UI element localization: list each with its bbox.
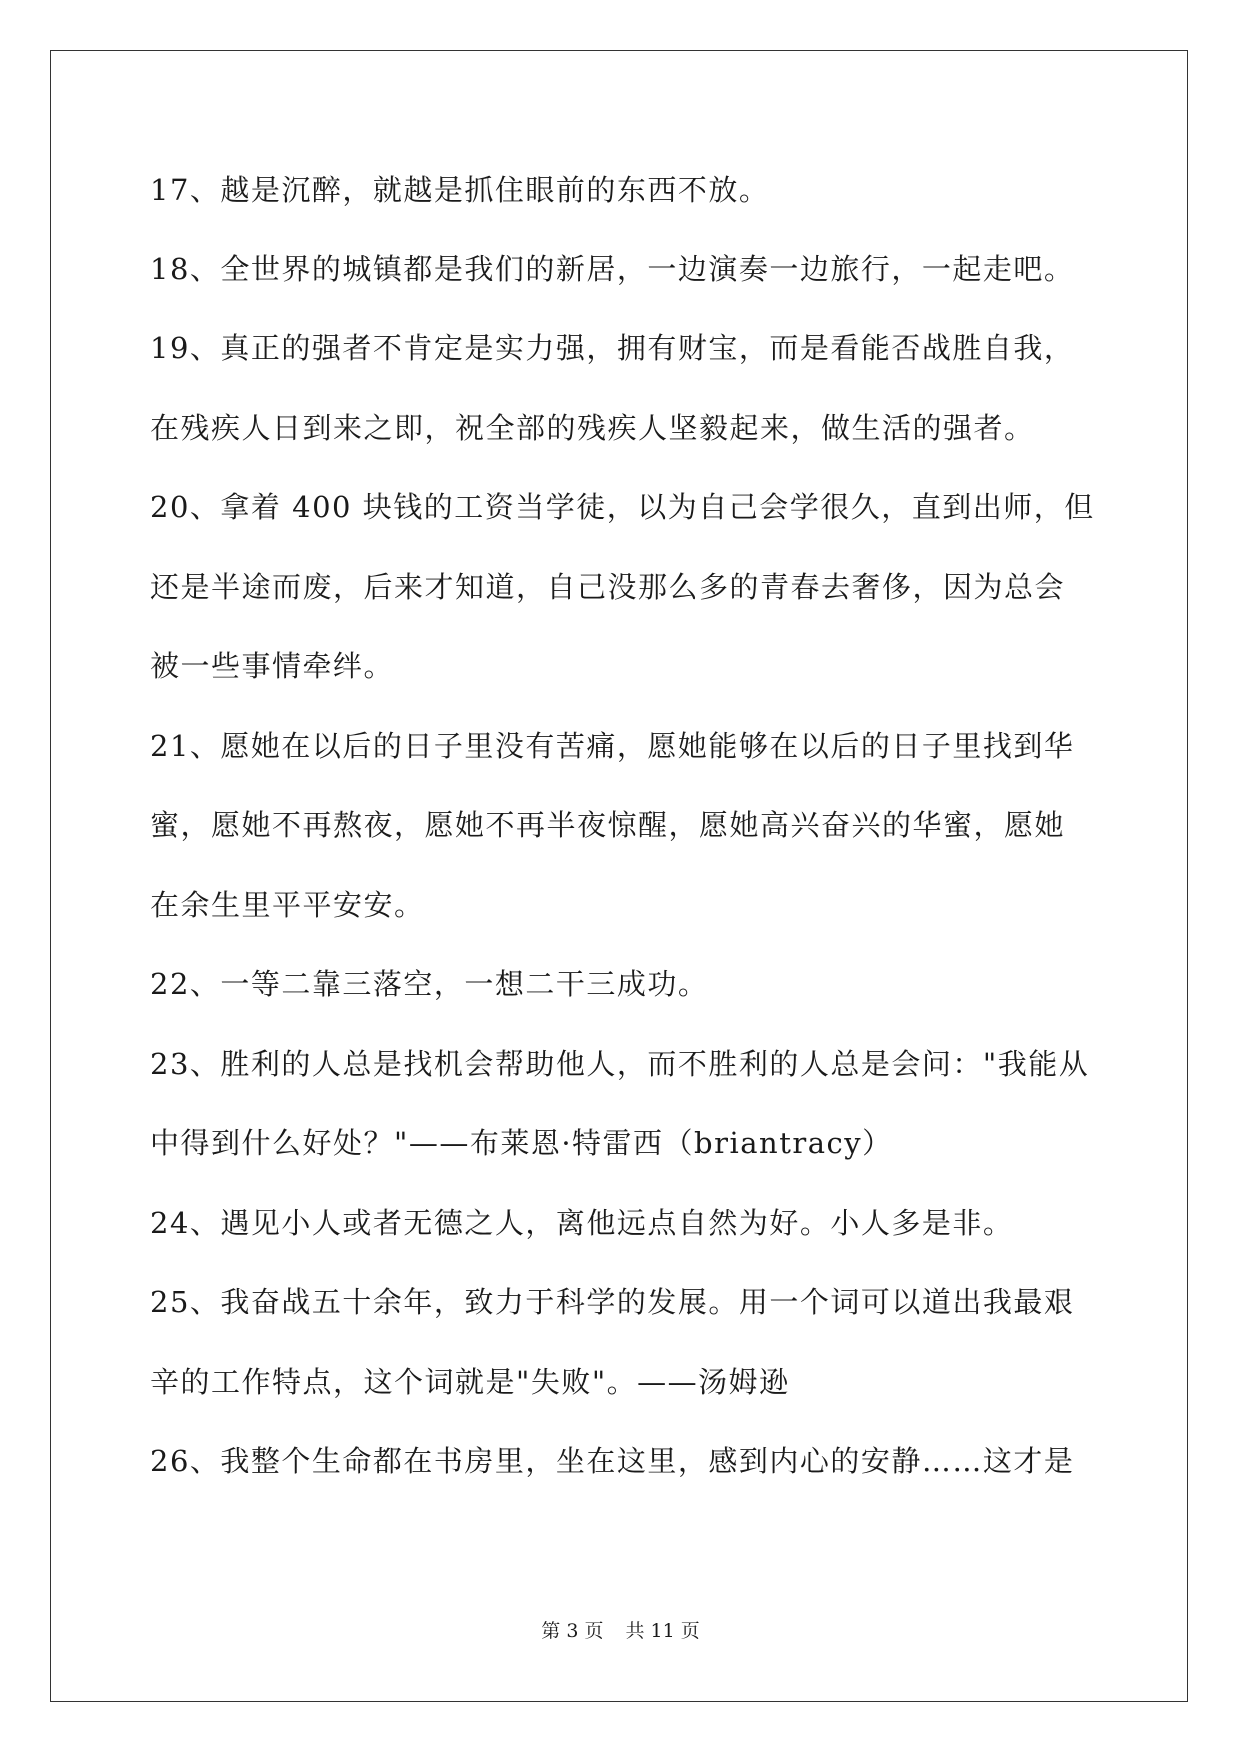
text-line: 18、全世界的城镇都是我们的新居，一边演奏一边旅行，一起走吧。 bbox=[150, 252, 1075, 286]
text-line: 蜜，愿她不再熬夜，愿她不再半夜惊醒，愿她高兴奋兴的华蜜，愿她 bbox=[150, 808, 1066, 842]
page-footer bbox=[0, 1619, 1241, 1643]
text-line: 20、拿着 400 块钱的工资当学徒，以为自己会学很久，直到出师，但 bbox=[150, 490, 1095, 524]
text-line: 26、我整个生命都在书房里，坐在这里，感到内心的安静……这才是 bbox=[150, 1444, 1075, 1478]
text-line: 21、愿她在以后的日子里没有苦痛，愿她能够在以后的日子里找到华 bbox=[150, 729, 1075, 763]
text-line: 中得到什么好处？"——布莱恩·特雷西（briantracy） bbox=[150, 1126, 893, 1160]
text-line: 在余生里平平安安。 bbox=[150, 888, 425, 922]
text-line: 22、一等二靠三落空，一想二干三成功。 bbox=[150, 967, 709, 1001]
text-line: 25、我奋战五十余年，致力于科学的发展。用一个词可以道出我最艰 bbox=[150, 1285, 1075, 1319]
page-total: 共 11 页 bbox=[625, 1620, 700, 1642]
text-line: 被一些事情牵绊。 bbox=[150, 649, 395, 683]
text-line: 23、胜利的人总是找机会帮助他人，而不胜利的人总是会问："我能从 bbox=[150, 1047, 1090, 1081]
text-line: 17、越是沉醉，就越是抓住眼前的东西不放。 bbox=[150, 173, 770, 207]
text-line: 19、真正的强者不肯定是实力强，拥有财宝，而是看能否战胜自我， bbox=[150, 331, 1075, 365]
text-line: 辛的工作特点，这个词就是"失败"。——汤姆逊 bbox=[150, 1365, 790, 1399]
page-number: 第 3 页 bbox=[541, 1620, 604, 1642]
text-line: 还是半途而废，后来才知道，自己没那么多的青春去奢侈，因为总会 bbox=[150, 570, 1066, 604]
text-line: 在残疾人日到来之即，祝全部的残疾人坚毅起来，做生活的强者。 bbox=[150, 411, 1035, 445]
text-line: 24、遇见小人或者无德之人，离他远点自然为好。小人多是非。 bbox=[150, 1206, 1014, 1240]
